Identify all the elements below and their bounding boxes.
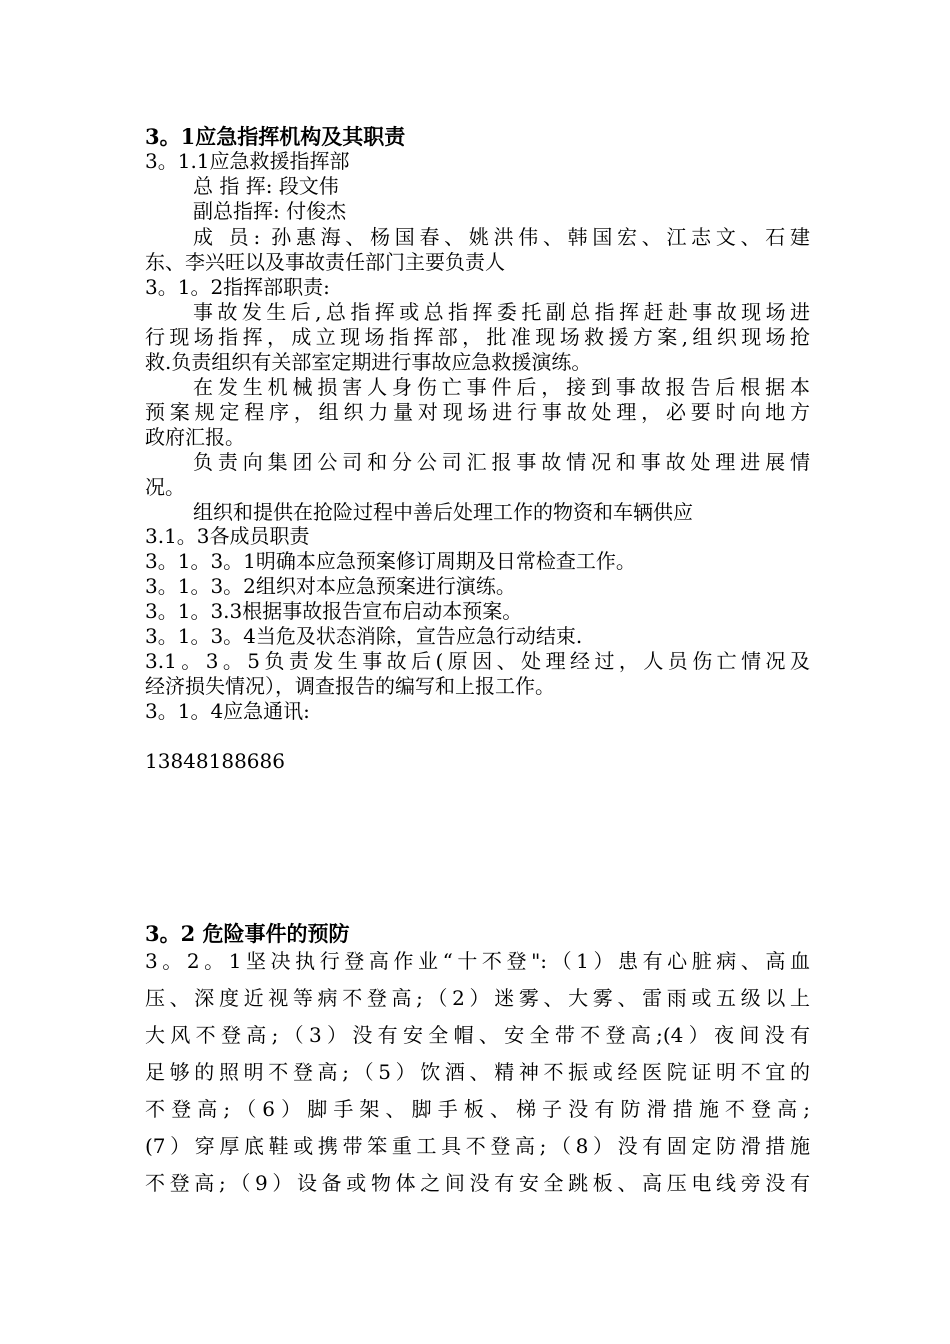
heading-3-1-2: 3。1。2指挥部职责: [145,275,330,299]
duty-paragraph-2-line-3: 政府汇报。 [145,425,245,449]
duty-paragraph-1-line-3: 救.负责组织有关部室定期进行事故应急救援演练。 [145,350,592,374]
member-duty-item-3: 3。1。3.3根据事故报告宣布启动本预案。 [145,599,523,623]
member-duty-item-5-line-1: 3.1。3。5负责发生事故后(原因、处理经过，人员伤亡情况及 [145,649,810,673]
members-label: 成 员: [193,225,261,249]
rule-text-line-2: 压、深度近视等病不登高;（2）迷雾、大雾、雷雨或五级以上 [145,986,810,1010]
members-line-1 [193,225,810,250]
rule-text-line-5: 不登高;（6）脚手架、脚手板、梯子没有防滑措施不登高; [145,1097,810,1121]
heading-3-1-4: 3。1。4应急通讯: [145,699,310,723]
rule-text-line-3: 大风不登高;（3）没有安全帽、安全带不登高;(4）夜间没有 [145,1023,810,1047]
member-duty-item-4: 3。1。3。4当危及状态消除，宣告应急行动结束. [145,624,583,648]
heading-3-1: 3。1应急指挥机构及其职责 [145,124,406,149]
heading-3-2: 3。2 危险事件的预防 [145,921,350,946]
leader-phone-2: 13848188686 [145,749,285,773]
rule-text-line-4: 足够的照明不登高;（5）饮酒、精神不振或经医院证明不宜的 [145,1060,810,1084]
vice-commander-name: 付俊杰 [286,199,347,223]
duty-paragraph-3-line-1: 负责向集团公司和分公司汇报事故情况和事故处理进展情 [193,450,810,474]
members-line-2: 东、李兴旺以及事故责任部门主要负责人 [145,250,505,274]
commander-row [193,174,810,199]
duty-paragraph-2-line-2: 预案规定程序，组织力量对现场进行事故处理，必要时向地方 [145,400,810,424]
heading-3-1-1: 3。1.1应急救援指挥部 [145,149,350,173]
rule-text-line-6: (7）穿厚底鞋或携带笨重工具不登高;（8）没有固定防滑措施 [145,1134,810,1158]
member-duty-item-5-line-2: 经济损失情况），调查报告的编写和上报工作。 [145,674,555,698]
duty-paragraph-1-line-2: 行现场指挥，成立现场指挥部，批准现场救援方案,组织现场抢 [145,325,810,349]
vice-commander-row [193,199,810,224]
commander-label: 总 指 挥: [193,174,273,198]
duty-paragraph-3-line-2: 况。 [145,475,185,499]
duty-paragraph-2-line-1: 在发生机械损害人身伤亡事件后，接到事故报告后根据本 [193,375,810,399]
duty-paragraph-1-line-1: 事故发生后,总指挥或总指挥委托副总指挥赶赴事故现场进 [193,300,810,324]
rule-text-line-7: 不登高;（9）设备或物体之间没有安全跳板、高压电线旁没有 [145,1171,810,1195]
duty-paragraph-4: 组织和提供在抢险过程中善后处理工作的物资和车辆供应 [193,500,693,524]
commander-name: 段文伟 [278,174,339,198]
member-duty-item-1: 3。1。3。1明确本应急预案修订周期及日常检查工作。 [145,549,636,573]
heading-3-1-3: 3.1。3各成员职责 [145,524,310,548]
member-duty-item-2: 3。1。3。2组织对本应急预案进行演练。 [145,574,516,598]
rule-text-line-1: 3。2。1坚决执行登高作业“十不登":（1）患有心脏病、高血 [145,949,810,973]
vice-commander-label: 副总指挥: [193,199,280,223]
members-names: 孙惠海、杨国春、姚洪伟、韩国宏、江志文、石建 [271,225,810,249]
